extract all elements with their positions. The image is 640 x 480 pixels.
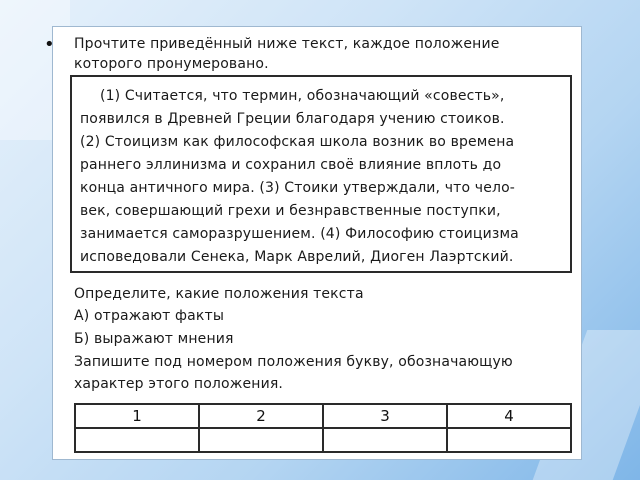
question-line: А) отражают факты bbox=[74, 308, 225, 324]
source-text-line: занимается саморазрушением. (4) Философию стоицизма bbox=[80, 226, 519, 242]
answer-header-cell: 4 bbox=[447, 404, 571, 428]
answer-cell[interactable] bbox=[199, 428, 323, 452]
source-text-box bbox=[70, 75, 572, 273]
instruction-line: которого пронумеровано. bbox=[74, 56, 269, 72]
question-line: Запишите под номером положения букву, обозначающую bbox=[74, 354, 513, 370]
question-line: характер этого положения. bbox=[74, 376, 283, 392]
source-text-line: (2) Стоицизм как философская школа возник во времена bbox=[80, 134, 515, 150]
answer-cell[interactable] bbox=[323, 428, 447, 452]
source-text-line: раннего эллинизма и сохранил своё влияние вплоть до bbox=[80, 157, 502, 173]
bullet: • bbox=[44, 34, 55, 55]
question-line: Б) выражают мнения bbox=[74, 331, 234, 347]
source-text-line: исповедовали Сенека, Марк Аврелий, Диоген Лаэртский. bbox=[80, 249, 514, 265]
instruction-line: Прочтите приведённый ниже текст, каждое положение bbox=[74, 36, 500, 52]
answer-header-cell: 3 bbox=[323, 404, 447, 428]
source-text-line: (1) Считается, что термин, обозначающий «совесть», bbox=[100, 88, 505, 104]
answer-cell[interactable] bbox=[447, 428, 571, 452]
source-text-line: конца античного мира. (3) Стоики утверждали, что чело- bbox=[80, 180, 515, 196]
answer-input-row bbox=[75, 428, 571, 452]
question-line: Определите, какие положения текста bbox=[74, 286, 364, 302]
answer-table bbox=[74, 403, 572, 453]
source-text-line: век, совершающий грехи и безнравственные поступки, bbox=[80, 203, 501, 219]
answer-header-cell: 1 bbox=[75, 404, 199, 428]
answer-cell[interactable] bbox=[75, 428, 199, 452]
source-text-line: появился в Древней Греции благодаря учению стоиков. bbox=[80, 111, 505, 127]
answer-header-cell: 2 bbox=[199, 404, 323, 428]
answer-header-row bbox=[75, 404, 571, 428]
